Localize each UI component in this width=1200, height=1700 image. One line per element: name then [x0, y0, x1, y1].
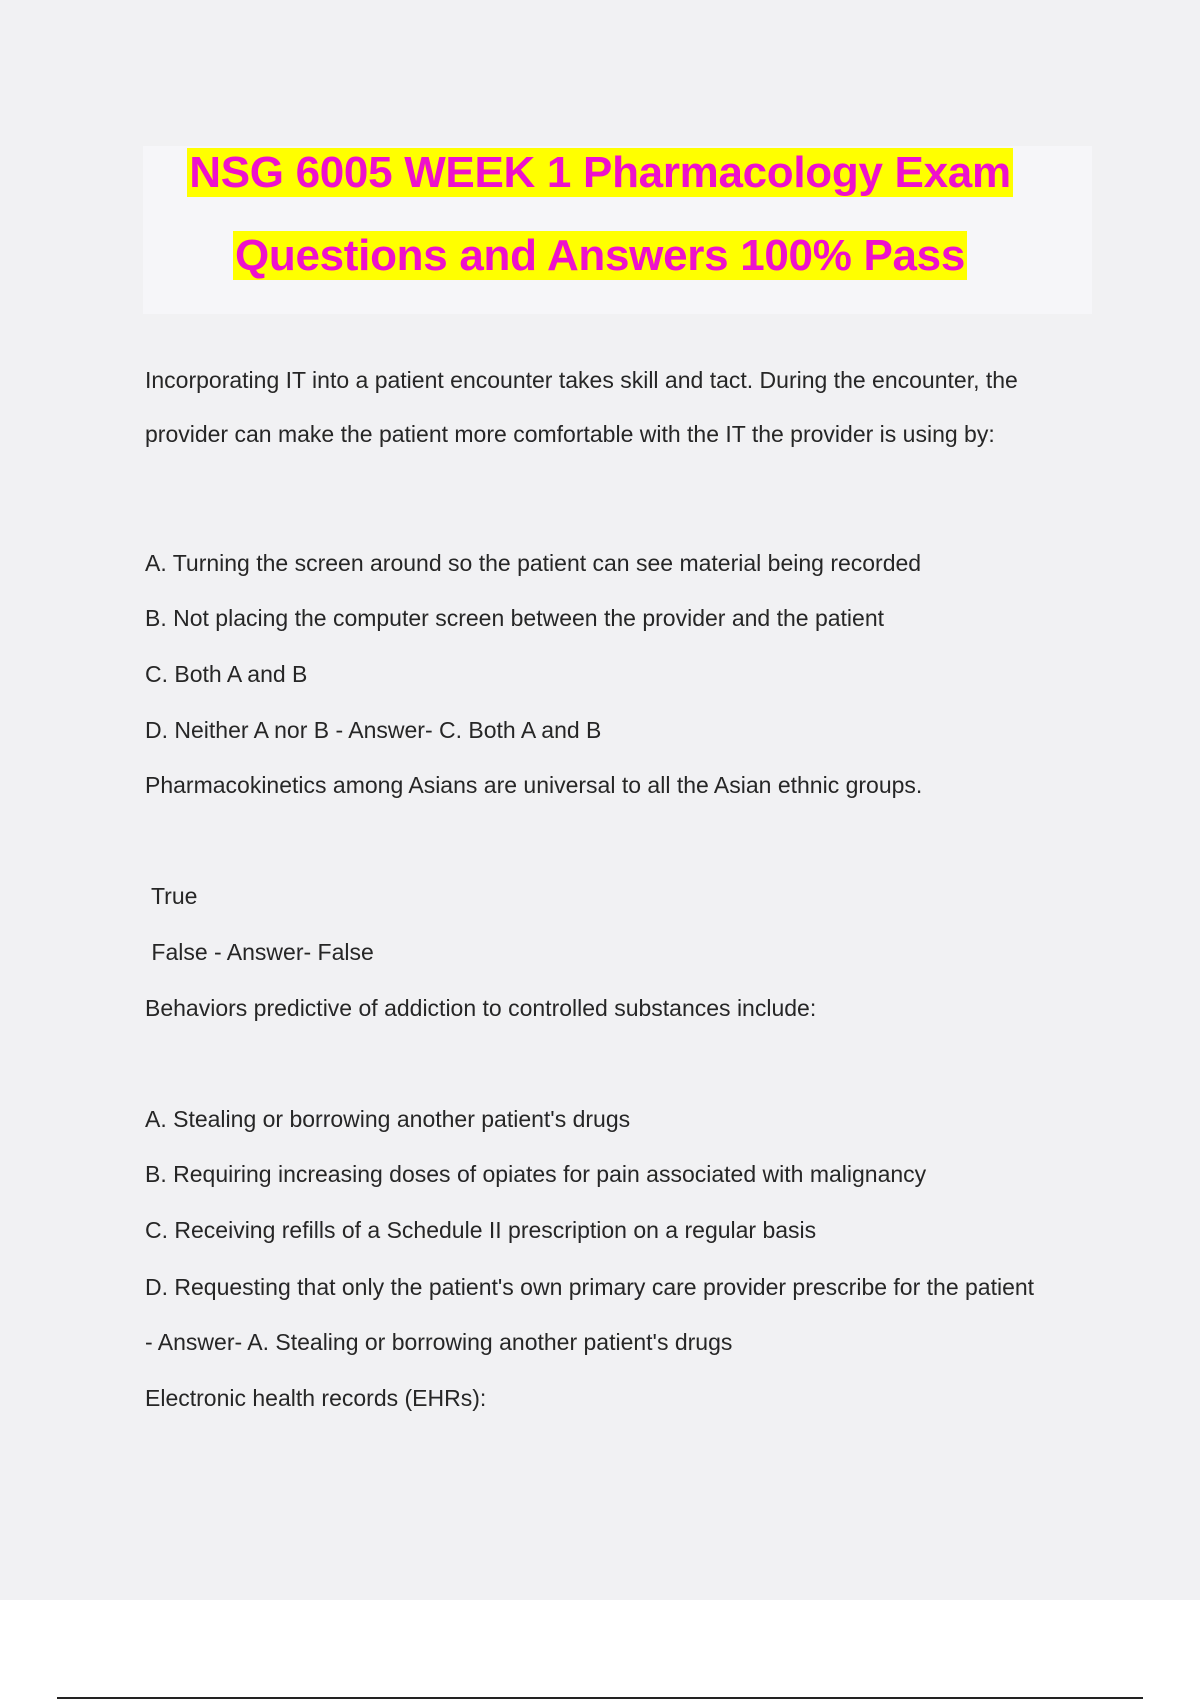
question-3-text: Behaviors predictive of addiction to controlled substances include: — [145, 995, 817, 1021]
question-3-option-d: D. Requesting that only the patient's own primary care provider prescribe for the patient — [145, 1274, 1035, 1300]
question-3-option-a: A. Stealing or borrowing another patient's drugs — [145, 1106, 631, 1132]
question-3-option-c: C. Receiving refills of a Schedule II prescription on a regular basis — [145, 1217, 817, 1243]
footer-divider — [57, 1697, 1143, 1699]
question-1-option-b: B. Not placing the computer screen between the provider and the patient — [145, 605, 885, 631]
question-1-option-a: A. Turning the screen around so the patient can see material being recorded — [145, 550, 922, 576]
title-highlight-2: Questions and Answers 100% Pass — [234, 231, 966, 280]
document-title-line-2 — [0, 228, 1200, 284]
question-3-answer: - Answer- A. Stealing or borrowing another patient's drugs — [145, 1329, 733, 1355]
question-2-option-false-answer: False - Answer- False — [145, 939, 374, 965]
question-4-text: Electronic health records (EHRs): — [145, 1385, 487, 1411]
question-1-option-d-answer: D. Neither A nor B - Answer- C. Both A and B — [145, 717, 602, 743]
question-1-option-c: C. Both A and B — [145, 661, 308, 687]
document-title-line-1 — [0, 145, 1200, 201]
question-2-option-true: True — [145, 883, 198, 909]
title-highlight-1: NSG 6005 WEEK 1 Pharmacology Exam — [189, 148, 1011, 197]
question-1-text-line-1: Incorporating IT into a patient encounter takes skill and tact. During the encounter, the — [145, 367, 1018, 393]
question-1-text-line-2: provider can make the patient more comfortable with the IT the provider is using by: — [145, 421, 995, 447]
question-3-option-b: B. Requiring increasing doses of opiates for pain associated with malignancy — [145, 1161, 927, 1187]
question-2-text: Pharmacokinetics among Asians are universal to all the Asian ethnic groups. — [145, 772, 923, 798]
